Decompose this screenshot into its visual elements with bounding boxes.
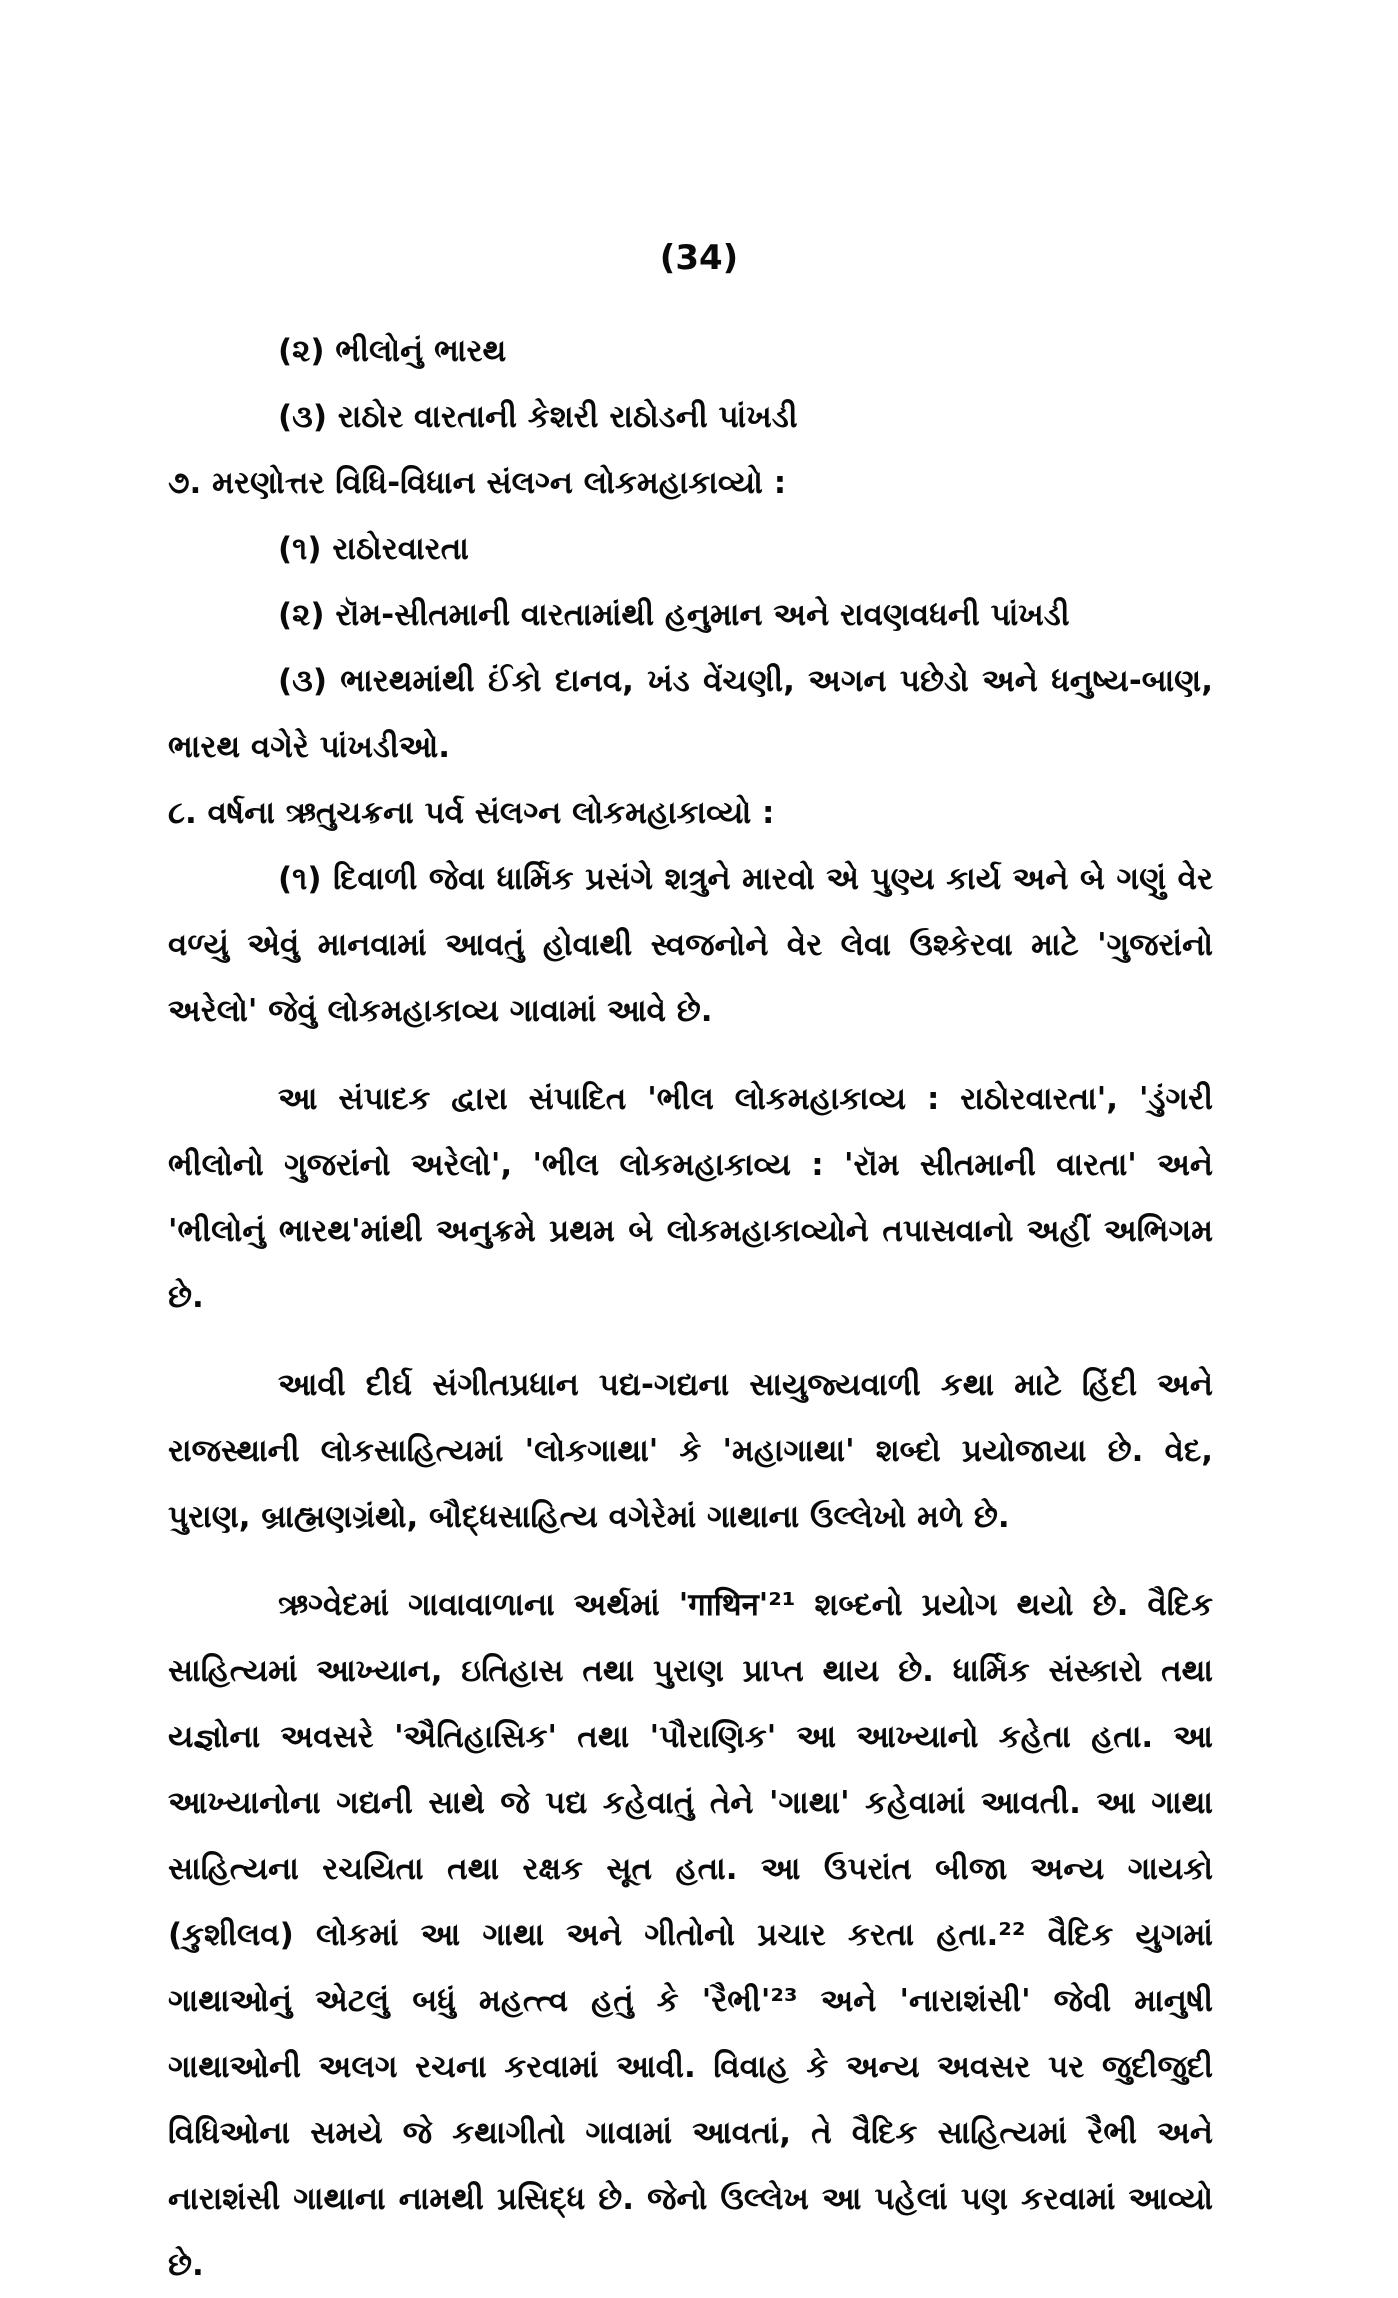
list-item-7-3: (૩) ભારથમાંથી ઈંકો દાનવ, ખંડ વેંચણી, અગન પછેડો અને ધનુષ્ય-બાણ, ભારથ વગેરે પાંખડીઓ. [168,663,1213,765]
section-heading-8: ૮. વર્ષના ઋતુચક્રના પર્વ સંલગ્ન લોકમહાકાવ્યો : [168,795,775,831]
paragraph-lokgatha: આવી દીર્ઘ સંગીતપ્રધાન પદ્ય-ગદ્યના સાયુજ્યવાળી કથા માટે હિંદી અને રાજસ્થાની લોકસાહિત્યમાં 'લોકગાથા' કે 'મહાગાથા' શબ્દો પ્રયોજાયા છે. વેદ, પુરાણ, બ્રાહ્મણગ્રંથો, બૌદ્ધસાહિત્ય વગેરેમાં ગાથાના ઉલ્લેખો મળે છે. [168,1367,1213,1535]
list-item-rathor-varta: (૩) રાઠોર વારતાની કેશરી રાઠોડની પાંખડી [278,399,798,435]
list-item-bhilonu-bharath: (૨) ભીલોનું ભારથ [278,333,507,369]
list-item-8-1: (૧) દિવાળી જેવા ધાર્મિક પ્રસંગે શત્રુને મારવો એ પુણ્ય કાર્ય અને બે ગણું વેર વળ્યું એવું માનવામાં આવતું હોવાથી સ્વજનોને વેર લેવા ઉશ્કેરવા માટે 'ગુજરાંનો અરેલો' જેવું લોકમહાકાવ્ય ગાવામાં આવે છે. [168,861,1213,1029]
paragraph-editor-note: આ સંપાદક દ્વારા સંપાદિત 'ભીલ લોકમહાકાવ્ય : રાઠોરવારતા', 'ડુંગરી ભીલોનો ગુજરાંનો અરેલો', 'ભીલ લોકમહાકાવ્ય : 'રૉમ સીતમાની વારતા' અને 'ભીલોનું ભારથ'માંથી અનુક્રમે પ્રથમ બે લોકમહાકાવ્યોને તપાસવાનો અહીં અભિગમ છે. [168,1081,1213,1315]
list-item-7-2: (૨) રૉમ-સીતમાની વારતામાંથી હનુમાન અને રાવણવધની પાંખડી [278,597,1070,633]
paragraph-rigveda: ઋગ્વેદમાં ગાવાવાળાના અર્થમાં 'गाथिन'²¹ શબ્દનો પ્રયોગ થયો છે. વૈદિક સાહિત્યમાં આખ્યાન, ઇતિહાસ તથા પુરાણ પ્રાપ્ત થાય છે. ધાર્મિક સંસ્કારો તથા યજ્ઞોના અવસરે 'ઐતિહાસિક' તથા 'પૌરાણિક' આ આખ્યાનો કહેતા હતા. આ આખ્યાનોના ગદ્યની સાથે જે પદ્ય કહેવાતું તેને 'ગાથા' કહેવામાં આવતી. આ ગાથા સાહિત્યના રચયિતા તથા રક્ષક સૂત હતા. આ ઉપરાંત બીજા અન્ય ગાયકો (કુશીલવ) લોકમાં આ ગાથા અને ગીતોનો પ્રચાર કરતા હતા.²² વૈદિક યુગમાં ગાથાઓનું એટલું બધું મહત્ત્વ હતું કે 'રૈભી'²³ અને 'નારાશંસી' જેવી માનુષી ગાથાઓની અલગ રચના કરવામાં આવી. વિવાહ કે અન્ય અવસર પર જુદીજુદી વિધિઓના સમયે જે કથાગીતો ગાવામાં આવતાં, તે વૈદિક સાહિત્યમાં રૈભી અને નારાશંસી ગાથાના નામથી પ્રસિદ્ધ છે. જેનો ઉલ્લેખ આ પહેલાં પણ કરવામાં આવ્યો છે. [168,1587,1213,2283]
section-heading-7: ૭. મરણોત્તર વિધિ-વિધાન સંલગ્ન લોકમહાકાવ્યો : [168,465,787,501]
page-number: (34) [659,238,739,278]
page-body [168,318,1213,2298]
list-item-7-1: (૧) રાઠોરવારતા [278,531,469,567]
